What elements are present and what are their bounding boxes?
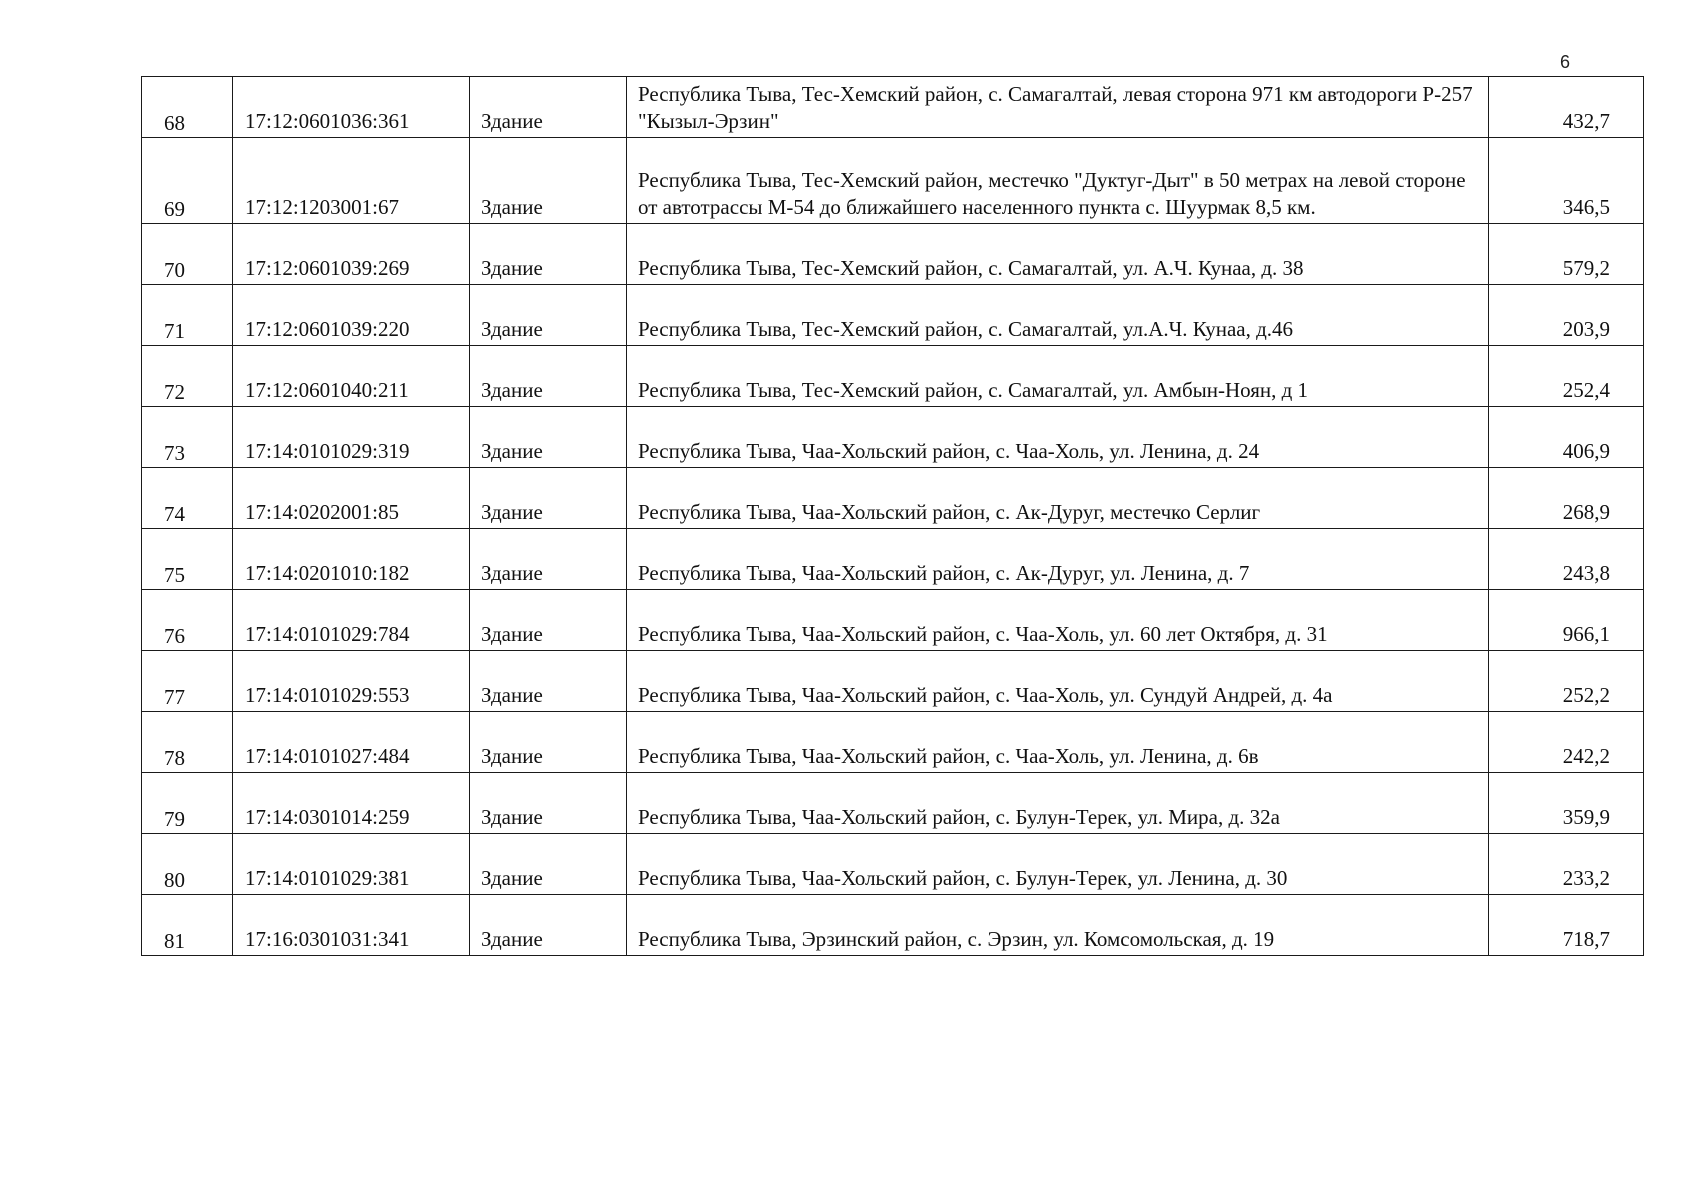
table-row [142,407,1644,468]
area-cell: 252,2 [1489,651,1644,712]
area-cell: 718,7 [1489,895,1644,956]
object-type-cell: Здание [470,712,627,773]
object-type-cell: Здание [470,346,627,407]
address-cell: Республика Тыва, Тес-Хемский район, с. Самагалтай, ул. Амбын-Ноян, д 1 [627,346,1489,407]
address-cell: Республика Тыва, Чаа-Хольский район, с. Чаа-Холь, ул. 60 лет Октября, д. 31 [627,590,1489,651]
object-type-cell: Здание [470,468,627,529]
object-type-cell: Здание [470,138,627,224]
area-cell: 252,4 [1489,346,1644,407]
object-type-cell: Здание [470,590,627,651]
row-number-cell: 76 [142,590,233,651]
cadastral-number-cell: 17:14:0101029:553 [233,651,470,712]
address-cell: Республика Тыва, Чаа-Хольский район, с. Булун-Терек, ул. Ленина, д. 30 [627,834,1489,895]
address-cell: Республика Тыва, Тес-Хемский район, с. Самагалтай, ул.А.Ч. Кунаа, д.46 [627,285,1489,346]
cadastral-number-cell: 17:14:0101029:784 [233,590,470,651]
area-cell: 579,2 [1489,224,1644,285]
area-cell: 966,1 [1489,590,1644,651]
cadastral-number-cell: 17:12:1203001:67 [233,138,470,224]
object-type-cell: Здание [470,895,627,956]
object-type-cell: Здание [470,407,627,468]
area-cell: 359,9 [1489,773,1644,834]
row-number-cell: 74 [142,468,233,529]
address-cell: Республика Тыва, Тес-Хемский район, с. Самагалтай, левая сторона 971 км автодороги Р-257 "Кызыл-Эрзин" [627,77,1489,138]
row-number-cell: 72 [142,346,233,407]
cadastral-number-cell: 17:12:0601036:361 [233,77,470,138]
table-row [142,138,1644,224]
address-cell: Республика Тыва, Чаа-Хольский район, с. Ак-Дуруг, местечко Серлиг [627,468,1489,529]
object-type-cell: Здание [470,224,627,285]
cadastral-number-cell: 17:12:0601039:269 [233,224,470,285]
cadastral-number-cell: 17:12:0601040:211 [233,346,470,407]
area-cell: 432,7 [1489,77,1644,138]
area-cell: 268,9 [1489,468,1644,529]
area-cell: 346,5 [1489,138,1644,224]
row-number-cell: 81 [142,895,233,956]
row-number-cell: 73 [142,407,233,468]
area-cell: 203,9 [1489,285,1644,346]
row-number-cell: 78 [142,712,233,773]
object-type-cell: Здание [470,773,627,834]
table-row [142,529,1644,590]
table-row [142,834,1644,895]
row-number-cell: 68 [142,77,233,138]
page-number: 6 [1559,52,1570,72]
address-cell: Республика Тыва, Чаа-Хольский район, с. Ак-Дуруг, ул. Ленина, д. 7 [627,529,1489,590]
table-row [142,590,1644,651]
address-cell: Республика Тыва, Тес-Хемский район, местечко "Дуктуг-Дыт" в 50 метрах на левой стороне от автотрассы М-54 до ближайшего населенного пункта с. Шуурмак 8,5 км. [627,138,1489,224]
area-cell: 406,9 [1489,407,1644,468]
table-row [142,712,1644,773]
row-number-cell: 77 [142,651,233,712]
address-cell: Республика Тыва, Чаа-Хольский район, с. Чаа-Холь, ул. Ленина, д. 6в [627,712,1489,773]
address-cell: Республика Тыва, Чаа-Хольский район, с. Чаа-Холь, ул. Сундуй Андрей, д. 4а [627,651,1489,712]
address-cell: Республика Тыва, Чаа-Хольский район, с. Булун-Терек, ул. Мира, д. 32а [627,773,1489,834]
table-row [142,468,1644,529]
cadastral-number-cell: 17:14:0202001:85 [233,468,470,529]
cadastral-number-cell: 17:14:0101027:484 [233,712,470,773]
table-row [142,346,1644,407]
object-type-cell: Здание [470,834,627,895]
cadastral-number-cell: 17:14:0101029:381 [233,834,470,895]
cadastral-number-cell: 17:16:0301031:341 [233,895,470,956]
table-row [142,651,1644,712]
address-cell: Республика Тыва, Чаа-Хольский район, с. Чаа-Холь, ул. Ленина, д. 24 [627,407,1489,468]
row-number-cell: 75 [142,529,233,590]
object-type-cell: Здание [470,285,627,346]
row-number-cell: 71 [142,285,233,346]
table-row [142,285,1644,346]
row-number-cell: 80 [142,834,233,895]
cadastral-number-cell: 17:12:0601039:220 [233,285,470,346]
table-row [142,77,1644,138]
object-type-cell: Здание [470,651,627,712]
object-type-cell: Здание [470,529,627,590]
area-cell: 243,8 [1489,529,1644,590]
cadastral-number-cell: 17:14:0301014:259 [233,773,470,834]
row-number-cell: 70 [142,224,233,285]
table-row [142,773,1644,834]
cadastral-number-cell: 17:14:0101029:319 [233,407,470,468]
object-type-cell: Здание [470,77,627,138]
cadastral-number-cell: 17:14:0201010:182 [233,529,470,590]
property-registry-table [141,76,1644,956]
address-cell: Республика Тыва, Эрзинский район, с. Эрзин, ул. Комсомольская, д. 19 [627,895,1489,956]
table-row [142,895,1644,956]
address-cell: Республика Тыва, Тес-Хемский район, с. Самагалтай, ул. А.Ч. Кунаа, д. 38 [627,224,1489,285]
area-cell: 242,2 [1489,712,1644,773]
table-row [142,224,1644,285]
row-number-cell: 69 [142,138,233,224]
area-cell: 233,2 [1489,834,1644,895]
row-number-cell: 79 [142,773,233,834]
